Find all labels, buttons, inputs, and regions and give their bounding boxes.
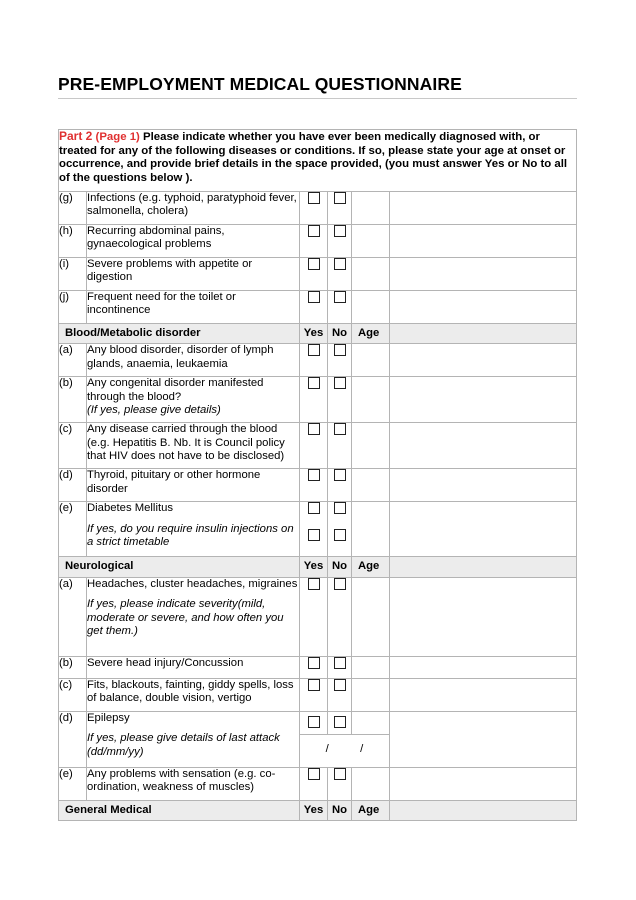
details-field[interactable] xyxy=(390,291,577,324)
row-followup: If yes, do you require insulin injections on a strict timetable xyxy=(87,522,294,549)
no-header: No xyxy=(328,800,352,820)
yes-checkbox[interactable] xyxy=(308,657,320,669)
followup-yes-checkbox[interactable] xyxy=(308,529,320,541)
part-page: (Page 1) xyxy=(95,131,140,143)
row-letter: (a) xyxy=(59,577,87,656)
details-field[interactable] xyxy=(390,258,577,291)
yes-checkbox[interactable] xyxy=(308,768,320,780)
row-followup: If yes, please give details of last attack (dd/mm/yy) xyxy=(87,732,280,758)
row-question: Headaches, cluster headaches, migraines xyxy=(87,577,298,590)
no-checkbox[interactable] xyxy=(334,716,346,728)
table-row xyxy=(59,678,577,711)
table-row xyxy=(59,767,577,800)
followup-no-checkbox[interactable] xyxy=(334,529,346,541)
no-checkbox[interactable] xyxy=(334,225,346,237)
no-checkbox[interactable] xyxy=(334,768,346,780)
row-question: Diabetes Mellitus xyxy=(87,502,174,515)
age-field[interactable] xyxy=(352,291,390,324)
table-row xyxy=(59,423,577,469)
age-field[interactable] xyxy=(351,712,389,734)
yes-checkbox[interactable] xyxy=(308,423,320,435)
row-letter: (i) xyxy=(59,258,87,291)
table-row xyxy=(59,192,577,225)
no-checkbox[interactable] xyxy=(334,578,346,590)
yes-checkbox[interactable] xyxy=(308,716,320,728)
no-checkbox[interactable] xyxy=(334,291,346,303)
no-checkbox[interactable] xyxy=(334,469,346,481)
no-checkbox[interactable] xyxy=(334,657,346,669)
details-field[interactable] xyxy=(390,423,577,469)
age-field[interactable] xyxy=(352,423,390,469)
table-row xyxy=(59,258,577,291)
row-question: Any disease carried through the blood (e.g. Hepatitis B. Nb. It is Council policy that HIV does not have to be disclosed) xyxy=(87,423,300,469)
no-checkbox[interactable] xyxy=(334,679,346,691)
no-header: No xyxy=(328,557,352,577)
row-letter: (b) xyxy=(59,377,87,423)
details-field[interactable] xyxy=(390,678,577,711)
no-checkbox[interactable] xyxy=(334,344,346,356)
row-question: Severe head injury/Concussion xyxy=(87,656,300,678)
details-header xyxy=(390,557,577,577)
date-separators: / / xyxy=(325,742,364,755)
section-title: Blood/Metabolic disorder xyxy=(59,324,300,344)
yes-header: Yes xyxy=(300,324,328,344)
row-question: Fits, blackouts, fainting, giddy spells, loss of balance, double vision, vertigo xyxy=(87,678,300,711)
row-question: Frequent need for the toilet or incontinence xyxy=(87,291,300,324)
yes-checkbox[interactable] xyxy=(308,502,320,514)
row-letter: (d) xyxy=(59,711,87,767)
yes-header: Yes xyxy=(300,557,328,577)
table-row xyxy=(59,502,577,557)
row-letter: (b) xyxy=(59,656,87,678)
age-header: Age xyxy=(352,557,390,577)
part-label: Part 2 xyxy=(59,129,93,143)
age-field[interactable] xyxy=(352,502,390,557)
age-field[interactable] xyxy=(352,678,390,711)
row-letter: (h) xyxy=(59,225,87,258)
age-field[interactable] xyxy=(352,469,390,502)
table-row xyxy=(59,711,577,767)
row-letter: (e) xyxy=(59,502,87,557)
yes-checkbox[interactable] xyxy=(308,578,320,590)
table-row xyxy=(59,577,577,656)
table-row xyxy=(59,225,577,258)
details-field[interactable] xyxy=(390,502,577,557)
row-letter: (d) xyxy=(59,469,87,502)
yes-header: Yes xyxy=(300,800,328,820)
row-question: Recurring abdominal pains, gynaecological problems xyxy=(87,225,300,258)
section-header-general xyxy=(59,800,577,820)
age-header: Age xyxy=(352,800,390,820)
no-checkbox[interactable] xyxy=(334,423,346,435)
yes-checkbox[interactable] xyxy=(308,469,320,481)
section-header-blood xyxy=(59,324,577,344)
section-header-neurological xyxy=(59,557,577,577)
no-header: No xyxy=(328,324,352,344)
details-header xyxy=(390,324,577,344)
row-letter: (j) xyxy=(59,291,87,324)
details-field[interactable] xyxy=(390,577,577,656)
yes-checkbox[interactable] xyxy=(308,377,320,389)
details-header xyxy=(390,800,577,820)
no-checkbox[interactable] xyxy=(334,377,346,389)
row-question: Thyroid, pituitary or other hormone disorder xyxy=(87,469,300,502)
table-row xyxy=(59,469,577,502)
details-field[interactable] xyxy=(390,377,577,423)
yes-checkbox[interactable] xyxy=(308,192,320,204)
yes-checkbox[interactable] xyxy=(308,258,320,270)
age-field[interactable] xyxy=(352,656,390,678)
row-followup: If yes, please indicate severity(mild, moderate or severe, and how often you get them.) xyxy=(87,598,284,638)
details-field[interactable] xyxy=(390,656,577,678)
details-field[interactable] xyxy=(390,711,577,767)
age-field[interactable] xyxy=(352,258,390,291)
section-title: Neurological xyxy=(59,557,300,577)
table-row xyxy=(59,656,577,678)
row-question: Any blood disorder, disorder of lymph glands, anaemia, leukaemia xyxy=(87,344,300,377)
yes-checkbox[interactable] xyxy=(308,344,320,356)
details-field[interactable] xyxy=(390,225,577,258)
no-checkbox[interactable] xyxy=(334,258,346,270)
intro-row xyxy=(59,130,577,192)
age-header: Age xyxy=(352,324,390,344)
no-checkbox[interactable] xyxy=(334,502,346,514)
details-field[interactable] xyxy=(390,344,577,377)
row-note: (If yes, please give details) xyxy=(87,404,221,417)
table-row xyxy=(59,377,577,423)
row-question: Infections (e.g. typhoid, paratyphoid fever, salmonella, cholera) xyxy=(87,192,300,225)
intro-instructions: Please indicate whether you have ever been medically diagnosed with, or treated for any of the following diseases or conditions. If so, please state your age at onset or occurrence, and provide brief details in the space provided, (you must answer Yes or No to all of the questions below ). xyxy=(59,131,568,184)
age-field[interactable] xyxy=(352,225,390,258)
details-field[interactable] xyxy=(390,469,577,502)
table-row xyxy=(59,291,577,324)
age-field[interactable] xyxy=(352,192,390,225)
age-field[interactable] xyxy=(352,377,390,423)
row-question: Severe problems with appetite or digestion xyxy=(87,258,300,291)
page-title: PRE-EMPLOYMENT MEDICAL QUESTIONNAIRE xyxy=(58,74,577,99)
yes-checkbox[interactable] xyxy=(308,291,320,303)
questionnaire-table xyxy=(58,129,577,821)
yes-checkbox[interactable] xyxy=(308,679,320,691)
row-question: Epilepsy xyxy=(87,711,130,724)
row-letter: (e) xyxy=(59,767,87,800)
age-field[interactable] xyxy=(352,577,390,656)
row-letter: (g) xyxy=(59,192,87,225)
row-letter: (a) xyxy=(59,344,87,377)
row-letter: (c) xyxy=(59,678,87,711)
intro-text xyxy=(59,130,577,192)
no-checkbox[interactable] xyxy=(334,192,346,204)
row-question: Any problems with sensation (e.g. co-ordination, weakness of muscles) xyxy=(87,767,300,800)
last-attack-date-field[interactable] xyxy=(300,734,389,756)
yes-checkbox[interactable] xyxy=(308,225,320,237)
table-row xyxy=(59,344,577,377)
row-question: Any congenital disorder manifested through the blood? xyxy=(87,377,264,403)
details-field[interactable] xyxy=(390,767,577,800)
age-field[interactable] xyxy=(352,767,390,800)
row-letter: (c) xyxy=(59,423,87,469)
section-title: General Medical xyxy=(59,800,300,820)
details-field[interactable] xyxy=(390,192,577,225)
age-field[interactable] xyxy=(352,344,390,377)
